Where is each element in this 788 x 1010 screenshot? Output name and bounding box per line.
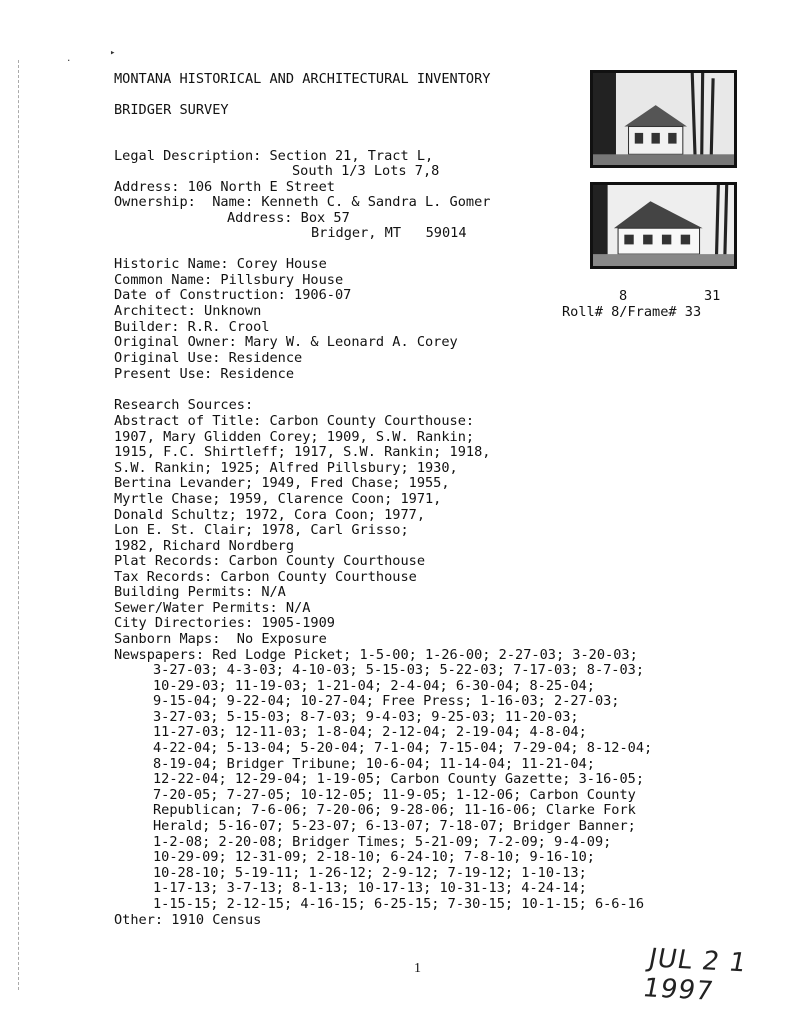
newspapers-line: 4-22-04; 5-13-04; 5-20-04; 7-1-04; 7-15-04; 7-29-04; 8-12-04; [153,740,653,756]
abstract-line: 1915, F.C. Shirtleff; 1917, S.W. Rankin; 1918, [114,444,491,460]
original-use: Original Use: Residence [114,350,303,366]
newspapers-line: 11-27-03; 12-11-03; 1-8-04; 2-12-04; 2-19-04; 4-8-04; [153,724,587,740]
abstract-line: S.W. Rankin; 1925; Alfred Pillsbury; 1930, [114,460,458,476]
ownership-city: Bridger, MT 59014 [311,225,467,241]
address: Address: 106 North E Street [114,179,335,195]
roll-number: 8 [619,288,628,304]
city-directories: City Directories: 1905-1909 [114,615,335,631]
newspapers-line: Herald; 5-16-07; 5-23-07; 6-13-07; 7-18-07; Bridger Banner; [153,818,636,834]
ownership-address: Address: Box 57 [227,210,350,226]
abstract-line: 1907, Mary Glidden Corey; 1909, S.W. Rankin; [114,429,475,445]
date-stamp: JUL 2 1 1997 [640,943,750,1007]
original-owner: Original Owner: Mary W. & Leonard A. Corey [114,334,458,350]
newspapers-line: 9-15-04; 9-22-04; 10-27-04; Free Press; 1-16-03; 2-27-03; [153,693,620,709]
newspapers-line: 7-20-05; 7-27-05; 10-12-05; 11-9-05; 1-12-06; Carbon County [153,787,636,803]
research-heading: Research Sources: [114,397,254,413]
newspapers-line: 10-28-10; 5-19-11; 1-26-12; 2-9-12; 7-19-12; 1-10-13; [153,865,587,881]
sewer-permits: Sewer/Water Permits: N/A [114,600,311,616]
newspapers-line: 1-2-08; 2-20-08; Bridger Times; 5-21-09; 7-2-09; 9-4-09; [153,834,612,850]
scan-edge [18,60,21,990]
present-use: Present Use: Residence [114,366,295,382]
construction-date: Date of Construction: 1906-07 [114,287,352,303]
common-name: Common Name: Pillsbury House [114,272,344,288]
newspapers-line: 3-27-03; 5-15-03; 8-7-03; 9-4-03; 9-25-03; 11-20-03; [153,709,579,725]
building-permits: Building Permits: N/A [114,584,286,600]
house-photo-1 [590,70,737,168]
abstract-line: 1982, Richard Nordberg [114,538,295,554]
survey-name: BRIDGER SURVEY [114,102,229,118]
abstract-line: Donald Schultz; 1972, Cora Coon; 1977, [114,507,425,523]
newspapers-line: 1-17-13; 3-7-13; 8-1-13; 10-17-13; 10-31-13; 4-24-14; [153,880,587,896]
newspapers-line: 8-19-04; Bridger Tribune; 10-6-04; 11-14-04; 11-21-04; [153,756,595,772]
legal-description-cont: South 1/3 Lots 7,8 [292,163,440,179]
frame-number: 31 [704,288,721,304]
roll-frame: Roll# 8/Frame# 33 [562,304,702,320]
newspapers-line: Republican; 7-6-06; 7-20-06; 9-28-06; 11-16-06; Clarke Fork [153,802,636,818]
tax-records: Tax Records: Carbon County Courthouse [114,569,417,585]
sanborn-maps: Sanborn Maps: No Exposure [114,631,327,647]
newspapers-line: 1-15-15; 2-12-15; 4-16-15; 6-25-15; 7-30-15; 10-1-15; 6-6-16 [153,896,645,912]
newspapers-line: 12-22-04; 12-29-04; 1-19-05; Carbon County Gazette; 3-16-05; [153,771,645,787]
abstract-line: Myrtle Chase; 1959, Clarence Coon; 1971, [114,491,442,507]
scan-speck: . [66,54,72,64]
ownership-name: Ownership: Name: Kenneth C. & Sandra L. Gomer [114,194,491,210]
document-title: MONTANA HISTORICAL AND ARCHITECTURAL INVENTORY [114,71,491,87]
legal-description: Legal Description: Section 21, Tract L, [114,148,434,164]
other-sources: Other: 1910 Census [114,912,262,928]
abstract-line: Bertina Levander; 1949, Fred Chase; 1955, [114,475,450,491]
historic-name: Historic Name: Corey House [114,256,327,272]
scan-speck: ▸ [110,48,116,58]
page-number: 1 [414,961,421,976]
plat-records: Plat Records: Carbon County Courthouse [114,553,425,569]
builder: Builder: R.R. Crool [114,319,270,335]
abstract-line: Lon E. St. Clair; 1978, Carl Grisso; [114,522,409,538]
newspapers-line: 10-29-09; 12-31-09; 2-18-10; 6-24-10; 7-8-10; 9-16-10; [153,849,595,865]
newspapers-line: Newspapers: Red Lodge Picket; 1-5-00; 1-26-00; 2-27-03; 3-20-03; [114,647,638,663]
architect: Architect: Unknown [114,303,262,319]
house-photo-2 [590,182,737,269]
newspapers-line: 10-29-03; 11-19-03; 1-21-04; 2-4-04; 6-30-04; 8-25-04; [153,678,595,694]
abstract-line: Abstract of Title: Carbon County Courthouse: [114,413,475,429]
newspapers-line: 3-27-03; 4-3-03; 4-10-03; 5-15-03; 5-22-03; 7-17-03; 8-7-03; [153,662,645,678]
